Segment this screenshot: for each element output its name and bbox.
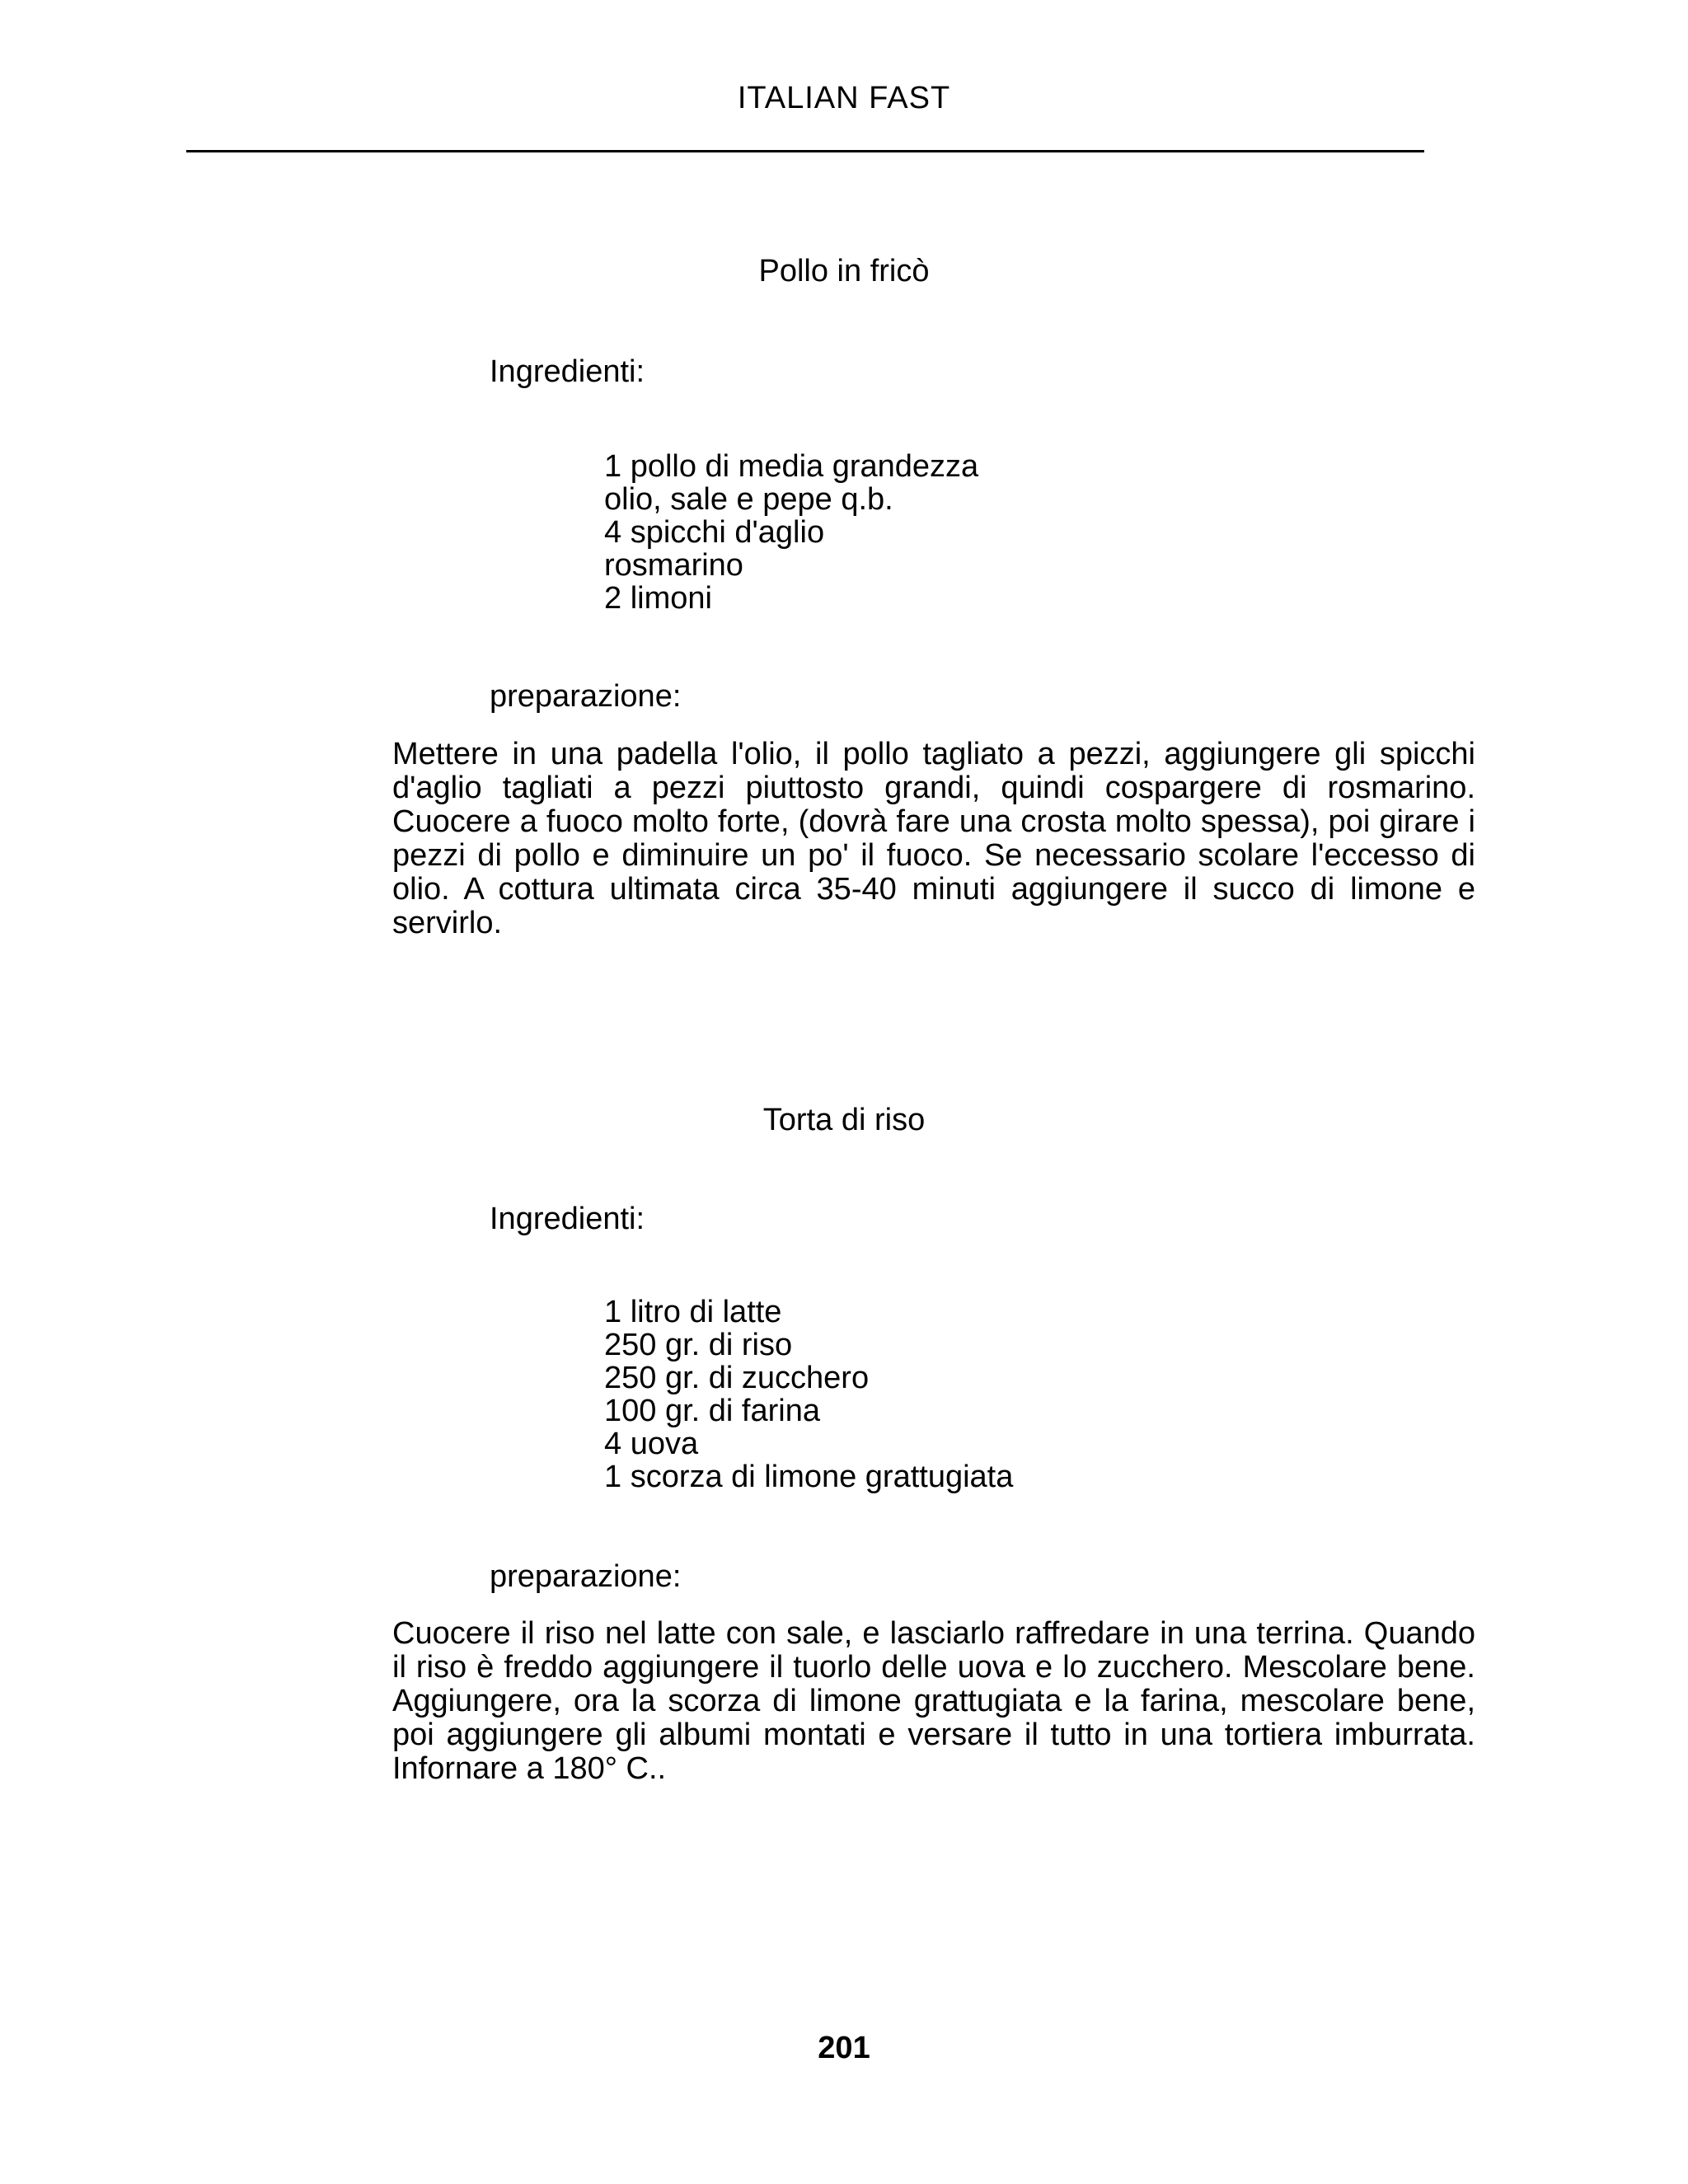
ingredient-item: 1 scorza di limone grattugiata (604, 1460, 1014, 1494)
ingredient-item: 1 litro di latte (604, 1295, 782, 1329)
ingredient-item: 2 limoni (604, 581, 712, 616)
method-text: Mettere in una padella l'olio, il pollo tagliato a pezzi, aggiungere gli spicchi d'aglio tagliati a pezzi piuttosto grandi, quindi cospargere di rosmarino. Cuocere a fuoco molto forte, (dovrà fare una crosta molto spessa), poi girare i pezzi di pollo e diminuire un po' il fuoco. Se necessario scolare l'eccesso di olio. A cottura ultimata circa 35-40 minuti aggiungere il succo di limone e servirlo. (392, 737, 1475, 940)
ingredient-item: olio, sale e pepe q.b. (604, 482, 893, 517)
recipe-title: Pollo in fricò (758, 254, 930, 288)
recipe-title: Torta di riso (762, 1103, 926, 1137)
ingredient-item: rosmarino (604, 548, 743, 583)
ingredients-label: Ingredienti: (490, 1202, 645, 1236)
page-number: 201 (818, 2031, 870, 2065)
running-header: ITALIAN FAST (737, 81, 951, 115)
ingredient-item: 100 gr. di farina (604, 1394, 820, 1428)
ingredient-item: 4 spicchi d'aglio (604, 515, 825, 550)
ingredients-label: Ingredienti: (490, 354, 645, 389)
ingredient-list (604, 450, 978, 615)
method-label: preparazione: (490, 679, 682, 714)
ingredient-item: 250 gr. di riso (604, 1328, 793, 1362)
ingredient-item: 250 gr. di zucchero (604, 1361, 870, 1395)
header-rule (186, 150, 1424, 152)
method-label: preparazione: (490, 1559, 682, 1594)
ingredient-item: 1 pollo di media grandezza (604, 449, 979, 484)
ingredient-item: 4 uova (604, 1427, 699, 1461)
ingredient-list (604, 1296, 1013, 1493)
method-text: Cuocere il riso nel latte con sale, e lasciarlo raffredare in una terrina. Quando il riso è freddo aggiungere il tuorlo delle uova e lo zucchero. Mescolare bene. Aggiungere, ora la scorza di limone grattugiata e la farina, mescolare bene, poi aggiungere gli albumi montati e versare il tutto in una tortiera imburrata. Infornare a 180° C.. (392, 1616, 1475, 1786)
